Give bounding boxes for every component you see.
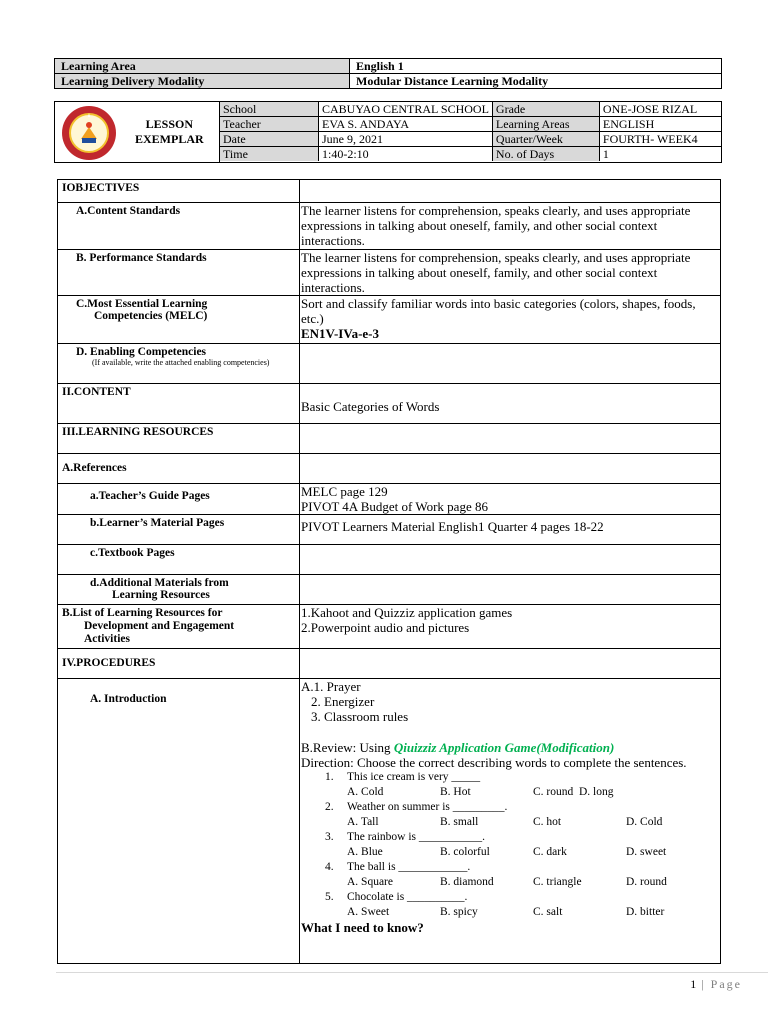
days-value: 1 xyxy=(599,147,721,162)
textbook-label: c.Textbook Pages xyxy=(90,547,175,559)
lesson-exemplar-title: LESSON EXEMPLAR xyxy=(135,117,204,146)
time-label: Time xyxy=(220,147,319,162)
introduction-label: A. Introduction xyxy=(90,693,167,705)
logo-cell xyxy=(55,102,220,162)
question-options: A. Cold B. Hot C. round D. long xyxy=(347,786,614,798)
learning-resources-heading: III.LEARNING RESOURCES xyxy=(58,424,300,454)
modality-value: Modular Distance Learning Modality xyxy=(350,74,722,89)
what-i-need-heading: What I need to know? xyxy=(301,920,424,935)
additional-label-line1: d.Additional Materials from xyxy=(90,577,229,589)
question-item: 1. This ice cream is very _____ xyxy=(325,771,481,783)
date-label: Date xyxy=(220,132,319,147)
quarter-value: FOURTH- WEEK4 xyxy=(599,132,721,147)
days-label: No. of Days xyxy=(492,147,599,162)
references-label: A.References xyxy=(62,462,127,474)
question-item: 2. Weather on summer is _________. xyxy=(325,801,508,813)
teacher-value: EVA S. ANDAYA xyxy=(319,117,493,132)
question-options: A. Blue B. colorful C. dark D. sweet xyxy=(347,846,667,858)
page-word: Page xyxy=(710,977,742,991)
intro-step1: A.1. Prayer xyxy=(301,679,361,694)
school-seal-logo xyxy=(61,105,117,161)
content-heading: II.CONTENT xyxy=(58,384,300,424)
intro-step2: 2. Energizer xyxy=(311,694,375,709)
grade-label: Grade xyxy=(492,102,599,117)
page-number: 1 xyxy=(690,977,697,991)
question-item: 3. The rainbow is ___________. xyxy=(325,831,485,843)
page-footer: 1 | Page xyxy=(690,977,742,991)
question-options: A. Square B. diamond C. triangle D. round xyxy=(347,876,667,888)
question-options: A. Sweet B. spicy C. salt D. bitter xyxy=(347,906,665,918)
content-standards-label: A.Content Standards xyxy=(76,205,181,217)
lesson-info-grid xyxy=(219,102,721,161)
teachers-guide-text1: MELC page 129 xyxy=(301,484,388,499)
introduction-content xyxy=(300,679,721,964)
teachers-guide-text2: PIVOT 4A Budget of Work page 86 xyxy=(301,499,488,514)
question-item: 5. Chocolate is __________. xyxy=(325,891,468,903)
review-line: B.Review: Using Qiuizziz Application Game(Modification) xyxy=(301,740,615,755)
list-text2: 2.Powerpoint audio and pictures xyxy=(301,620,470,635)
review-game-name: Qiuizziz Application Game(Modification) xyxy=(393,740,615,755)
school-label: School xyxy=(220,102,319,117)
learners-material-label: b.Learner’s Material Pages xyxy=(90,517,225,529)
enabling-note: (If available, write the attached enabling competencies) xyxy=(92,358,270,367)
teachers-guide-label: a.Teacher’s Guide Pages xyxy=(90,490,210,502)
objectives-heading: IOBJECTIVES xyxy=(58,180,300,203)
teacher-label: Teacher xyxy=(220,117,319,132)
quarter-label: Quarter/Week xyxy=(492,132,599,147)
procedures-heading: IV.PROCEDURES xyxy=(62,657,156,669)
learning-areas-label: Learning Areas xyxy=(492,117,599,132)
lesson-plan-table xyxy=(57,179,721,964)
list-label-line3: Activities xyxy=(84,633,130,645)
learning-area-table xyxy=(54,58,722,89)
question-options: A. Tall B. small C. hot D. Cold xyxy=(347,816,663,828)
modality-label: Learning Delivery Modality xyxy=(55,74,350,89)
learning-areas-value: ENGLISH xyxy=(599,117,721,132)
content-text: Basic Categories of Words xyxy=(301,399,440,414)
time-value: 1:40-2:10 xyxy=(319,147,493,162)
learning-area-value: English 1 xyxy=(350,59,722,74)
question-list xyxy=(301,770,719,920)
performance-standards-text: The learner listens for comprehension, speaks clearly, and uses appropriate expressions in talking about oneself, family, and other social context interactions. xyxy=(300,250,721,296)
content-standards-text: The learner listens for comprehension, speaks clearly, and uses appropriate expressions in talking about oneself, family, and other social context interactions. xyxy=(300,203,721,250)
learning-area-label: Learning Area xyxy=(55,59,350,74)
direction-text: Direction: Choose the correct describing words to complete the sentences. xyxy=(301,755,687,770)
date-value: June 9, 2021 xyxy=(319,132,493,147)
additional-label-line2: Learning Resources xyxy=(112,589,210,601)
lesson-header xyxy=(54,101,722,163)
melc-label-line1: C.Most Essential Learning xyxy=(76,298,208,310)
performance-standards-label: B. Performance Standards xyxy=(76,252,207,264)
footer-divider xyxy=(56,972,768,973)
melc-label-line2: Competencies (MELC) xyxy=(94,310,208,322)
list-label-line2: Development and Engagement xyxy=(84,620,235,632)
question-item: 4. The ball is ____________. xyxy=(325,861,471,873)
grade-value: ONE-JOSE RIZAL xyxy=(599,102,721,117)
melc-text: Sort and classify familiar words into basic categories (colors, shapes, foods, etc.) xyxy=(301,296,696,326)
learners-material-text: PIVOT Learners Material English1 Quarter 4 pages 18-22 xyxy=(301,519,604,534)
school-value: CABUYAO CENTRAL SCHOOL xyxy=(319,102,493,117)
list-label-line1: B.List of Learning Resources for xyxy=(62,607,223,619)
list-text1: 1.Kahoot and Quizziz application games xyxy=(301,605,513,620)
enabling-label: D. Enabling Competencies xyxy=(76,346,207,358)
intro-step3: 3. Classroom rules xyxy=(311,709,409,724)
melc-code: EN1V-IVa-e-3 xyxy=(301,326,379,341)
